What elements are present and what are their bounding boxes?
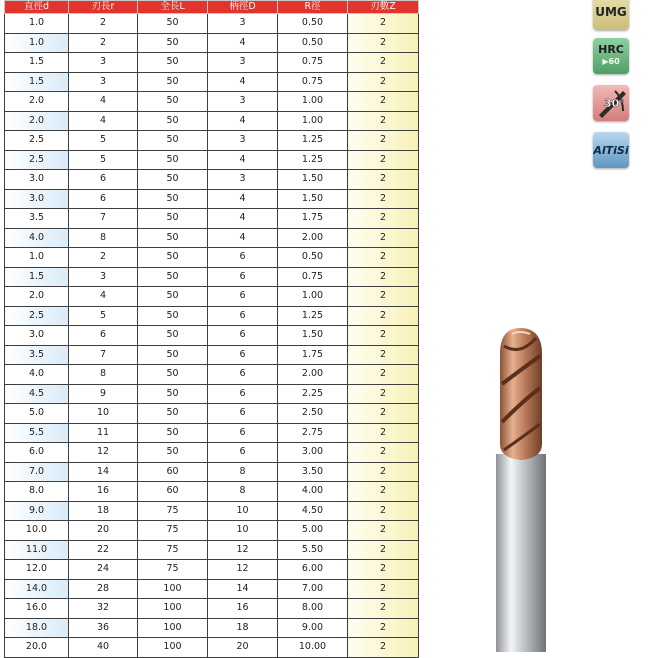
- cell-diameter: 11.0: [5, 540, 69, 560]
- cell-shank-diameter: 3: [208, 53, 278, 73]
- cell-diameter: 8.0: [5, 482, 69, 502]
- cell-diameter: 7.0: [5, 462, 69, 482]
- cell-flute-length: 5: [69, 150, 138, 170]
- cell-overall-length: 50: [138, 287, 208, 307]
- cell-overall-length: 100: [138, 599, 208, 619]
- cell-flute-length: 5: [69, 131, 138, 151]
- cell-flutes: 2: [348, 170, 419, 190]
- cell-radius: 3.50: [278, 462, 348, 482]
- table-row: [5, 72, 419, 92]
- cell-shank-diameter: 4: [208, 150, 278, 170]
- cell-shank-diameter: 20: [208, 638, 278, 658]
- table-row: [5, 599, 419, 619]
- cell-flutes: 2: [348, 111, 419, 131]
- cell-diameter: 5.0: [5, 404, 69, 424]
- umg-label: UMG: [595, 5, 627, 19]
- cell-diameter: 2.0: [5, 287, 69, 307]
- cell-shank-diameter: 6: [208, 306, 278, 326]
- cell-radius: 4.50: [278, 501, 348, 521]
- cell-flutes: 2: [348, 228, 419, 248]
- header-overall-length: 全長L: [138, 1, 208, 14]
- cell-flutes: 2: [348, 501, 419, 521]
- cell-flute-length: 24: [69, 560, 138, 580]
- cell-flute-length: 22: [69, 540, 138, 560]
- cell-diameter: 4.5: [5, 384, 69, 404]
- cell-shank-diameter: 4: [208, 209, 278, 229]
- table-row: [5, 482, 419, 502]
- table-row: [5, 150, 419, 170]
- cell-radius: 3.00: [278, 443, 348, 463]
- hrc-label: HRC: [598, 43, 624, 56]
- cell-flute-length: 12: [69, 443, 138, 463]
- cell-shank-diameter: 6: [208, 287, 278, 307]
- cell-overall-length: 100: [138, 638, 208, 658]
- cell-diameter: 18.0: [5, 618, 69, 638]
- cell-diameter: 2.0: [5, 92, 69, 112]
- cell-shank-diameter: 12: [208, 560, 278, 580]
- cell-shank-diameter: 6: [208, 404, 278, 424]
- cell-diameter: 2.0: [5, 111, 69, 131]
- cell-flute-length: 2: [69, 33, 138, 53]
- cell-shank-diameter: 6: [208, 326, 278, 346]
- cell-radius: 1.00: [278, 111, 348, 131]
- cell-flutes: 2: [348, 92, 419, 112]
- cell-radius: 1.00: [278, 287, 348, 307]
- cell-overall-length: 75: [138, 521, 208, 541]
- table-row: [5, 53, 419, 73]
- cell-overall-length: 50: [138, 326, 208, 346]
- cell-flute-length: 2: [69, 14, 138, 34]
- cell-overall-length: 60: [138, 462, 208, 482]
- table-row: [5, 384, 419, 404]
- cell-flutes: 2: [348, 287, 419, 307]
- cell-shank-diameter: 14: [208, 579, 278, 599]
- cell-flutes: 2: [348, 209, 419, 229]
- cell-flutes: 2: [348, 540, 419, 560]
- cell-flute-length: 3: [69, 72, 138, 92]
- cell-flute-length: 2: [69, 248, 138, 268]
- cell-flute-length: 3: [69, 53, 138, 73]
- cell-flute-length: 4: [69, 92, 138, 112]
- cell-flutes: 2: [348, 462, 419, 482]
- table-row: [5, 618, 419, 638]
- tool-shank: [496, 454, 546, 652]
- cell-radius: 2.75: [278, 423, 348, 443]
- cell-overall-length: 50: [138, 131, 208, 151]
- cell-diameter: 3.5: [5, 345, 69, 365]
- cell-flutes: 2: [348, 345, 419, 365]
- cell-overall-length: 50: [138, 443, 208, 463]
- cell-radius: 0.75: [278, 267, 348, 287]
- spec-table: [4, 0, 419, 658]
- cell-flute-length: 18: [69, 501, 138, 521]
- cell-overall-length: 100: [138, 579, 208, 599]
- table-row: [5, 443, 419, 463]
- cell-flutes: 2: [348, 521, 419, 541]
- cell-diameter: 4.0: [5, 365, 69, 385]
- cell-overall-length: 50: [138, 209, 208, 229]
- cell-radius: 5.00: [278, 521, 348, 541]
- cell-diameter: 20.0: [5, 638, 69, 658]
- cell-overall-length: 50: [138, 345, 208, 365]
- cell-radius: 0.50: [278, 248, 348, 268]
- cell-radius: 6.00: [278, 560, 348, 580]
- cell-flutes: 2: [348, 384, 419, 404]
- cell-shank-diameter: 10: [208, 501, 278, 521]
- table-row: [5, 404, 419, 424]
- cell-flutes: 2: [348, 404, 419, 424]
- table-row: [5, 267, 419, 287]
- cell-overall-length: 100: [138, 618, 208, 638]
- cell-flute-length: 7: [69, 209, 138, 229]
- cell-flutes: 2: [348, 53, 419, 73]
- cell-diameter: 1.5: [5, 53, 69, 73]
- cell-radius: 7.00: [278, 579, 348, 599]
- cell-diameter: 1.5: [5, 72, 69, 92]
- cell-flute-length: 36: [69, 618, 138, 638]
- cell-overall-length: 50: [138, 14, 208, 34]
- cell-overall-length: 50: [138, 228, 208, 248]
- cell-diameter: 2.5: [5, 131, 69, 151]
- cell-shank-diameter: 18: [208, 618, 278, 638]
- cell-flutes: 2: [348, 267, 419, 287]
- cell-flute-length: 6: [69, 170, 138, 190]
- cell-radius: 5.50: [278, 540, 348, 560]
- table-row: [5, 189, 419, 209]
- cell-overall-length: 50: [138, 423, 208, 443]
- cell-diameter: 6.0: [5, 443, 69, 463]
- cell-overall-length: 50: [138, 150, 208, 170]
- cell-radius: 0.75: [278, 72, 348, 92]
- cell-radius: 1.50: [278, 170, 348, 190]
- cell-radius: 8.00: [278, 599, 348, 619]
- cell-flute-length: 11: [69, 423, 138, 443]
- cell-radius: 2.00: [278, 228, 348, 248]
- cell-flute-length: 4: [69, 287, 138, 307]
- table-row: [5, 579, 419, 599]
- cell-flutes: 2: [348, 560, 419, 580]
- cell-overall-length: 50: [138, 365, 208, 385]
- cell-diameter: 10.0: [5, 521, 69, 541]
- cell-radius: 0.50: [278, 33, 348, 53]
- table-row: [5, 345, 419, 365]
- cell-overall-length: 50: [138, 170, 208, 190]
- cell-radius: 1.25: [278, 306, 348, 326]
- cell-overall-length: 50: [138, 248, 208, 268]
- cell-shank-diameter: 6: [208, 384, 278, 404]
- table-row: [5, 365, 419, 385]
- cell-flutes: 2: [348, 618, 419, 638]
- cell-shank-diameter: 3: [208, 170, 278, 190]
- cell-overall-length: 50: [138, 267, 208, 287]
- cell-overall-length: 50: [138, 33, 208, 53]
- helix-30-icon: [593, 85, 629, 121]
- cell-flute-length: 6: [69, 189, 138, 209]
- cell-radius: 1.75: [278, 209, 348, 229]
- cell-overall-length: 50: [138, 189, 208, 209]
- cell-shank-diameter: 6: [208, 267, 278, 287]
- cell-shank-diameter: 4: [208, 111, 278, 131]
- header-flutes: 刃數Z: [348, 1, 419, 14]
- umg-badge-icon: [593, 0, 629, 30]
- cell-flutes: 2: [348, 599, 419, 619]
- cell-radius: 1.75: [278, 345, 348, 365]
- header-shank-diameter: 柄徑D: [208, 1, 278, 14]
- table-row: [5, 560, 419, 580]
- hrc-badge-icon: [593, 38, 629, 74]
- cell-radius: 4.00: [278, 482, 348, 502]
- cell-flute-length: 5: [69, 306, 138, 326]
- cell-shank-diameter: 3: [208, 14, 278, 34]
- cell-radius: 2.00: [278, 365, 348, 385]
- header-radius: R徑: [278, 1, 348, 14]
- cell-flute-length: 9: [69, 384, 138, 404]
- cell-overall-length: 75: [138, 501, 208, 521]
- cell-radius: 1.00: [278, 92, 348, 112]
- cell-flutes: 2: [348, 579, 419, 599]
- cell-overall-length: 75: [138, 560, 208, 580]
- cell-shank-diameter: 16: [208, 599, 278, 619]
- cell-shank-diameter: 4: [208, 228, 278, 248]
- cell-overall-length: 75: [138, 540, 208, 560]
- cell-flutes: 2: [348, 423, 419, 443]
- ball-end-mill-image: [490, 326, 560, 652]
- table-row: [5, 501, 419, 521]
- cell-diameter: 1.0: [5, 248, 69, 268]
- cell-flutes: 2: [348, 248, 419, 268]
- cell-flute-length: 8: [69, 365, 138, 385]
- cell-diameter: 3.0: [5, 189, 69, 209]
- table-row: [5, 521, 419, 541]
- table-row: [5, 540, 419, 560]
- table-row: [5, 131, 419, 151]
- cell-flute-length: 28: [69, 579, 138, 599]
- cell-flute-length: 40: [69, 638, 138, 658]
- cell-shank-diameter: 12: [208, 540, 278, 560]
- cell-flute-length: 8: [69, 228, 138, 248]
- cell-shank-diameter: 6: [208, 248, 278, 268]
- cell-flute-length: 16: [69, 482, 138, 502]
- cell-shank-diameter: 4: [208, 189, 278, 209]
- table-row: [5, 287, 419, 307]
- cell-overall-length: 50: [138, 404, 208, 424]
- cell-shank-diameter: 4: [208, 72, 278, 92]
- cell-flute-length: 14: [69, 462, 138, 482]
- cell-overall-length: 60: [138, 482, 208, 502]
- table-header-row: [5, 1, 419, 14]
- table-row: [5, 228, 419, 248]
- cell-flutes: 2: [348, 72, 419, 92]
- cell-radius: 10.00: [278, 638, 348, 658]
- cell-flutes: 2: [348, 150, 419, 170]
- header-flute-length: 刃長r: [69, 1, 138, 14]
- cell-flutes: 2: [348, 482, 419, 502]
- cell-flutes: 2: [348, 189, 419, 209]
- cell-flutes: 2: [348, 131, 419, 151]
- cell-overall-length: 50: [138, 384, 208, 404]
- cell-radius: 9.00: [278, 618, 348, 638]
- table-row: [5, 326, 419, 346]
- cell-flutes: 2: [348, 638, 419, 658]
- cell-shank-diameter: 3: [208, 92, 278, 112]
- cell-shank-diameter: 6: [208, 423, 278, 443]
- cell-radius: 1.25: [278, 131, 348, 151]
- cell-shank-diameter: 10: [208, 521, 278, 541]
- cell-flute-length: 20: [69, 521, 138, 541]
- cell-diameter: 9.0: [5, 501, 69, 521]
- cell-diameter: 2.5: [5, 150, 69, 170]
- cell-shank-diameter: 8: [208, 482, 278, 502]
- cell-shank-diameter: 8: [208, 462, 278, 482]
- cell-flute-length: 7: [69, 345, 138, 365]
- header-diameter: 直徑d: [5, 1, 69, 14]
- cell-radius: 0.75: [278, 53, 348, 73]
- cell-diameter: 4.0: [5, 228, 69, 248]
- cell-radius: 1.50: [278, 326, 348, 346]
- table-row: [5, 14, 419, 34]
- cell-overall-length: 50: [138, 53, 208, 73]
- table-row: [5, 462, 419, 482]
- cell-diameter: 14.0: [5, 579, 69, 599]
- altisi-coating-icon: [593, 132, 629, 168]
- cell-diameter: 3.0: [5, 326, 69, 346]
- table-row: [5, 209, 419, 229]
- table-row: [5, 111, 419, 131]
- cell-flutes: 2: [348, 14, 419, 34]
- cell-diameter: 1.0: [5, 14, 69, 34]
- cell-shank-diameter: 4: [208, 33, 278, 53]
- cell-diameter: 12.0: [5, 560, 69, 580]
- cell-diameter: 2.5: [5, 306, 69, 326]
- cell-radius: 2.25: [278, 384, 348, 404]
- coating-label: AlTiSi: [593, 143, 629, 157]
- table-row: [5, 306, 419, 326]
- cell-diameter: 3.5: [5, 209, 69, 229]
- cell-radius: 1.50: [278, 189, 348, 209]
- table-row: [5, 170, 419, 190]
- cell-flute-length: 3: [69, 267, 138, 287]
- table-row: [5, 423, 419, 443]
- cell-flutes: 2: [348, 365, 419, 385]
- cell-shank-diameter: 3: [208, 131, 278, 151]
- cell-diameter: 3.0: [5, 170, 69, 190]
- hrc-sub-label: ▶60: [602, 57, 620, 66]
- cell-radius: 1.25: [278, 150, 348, 170]
- cell-shank-diameter: 6: [208, 443, 278, 463]
- cell-flutes: 2: [348, 306, 419, 326]
- table-row: [5, 638, 419, 658]
- table-row: [5, 248, 419, 268]
- cell-flutes: 2: [348, 33, 419, 53]
- cell-overall-length: 50: [138, 72, 208, 92]
- cell-diameter: 16.0: [5, 599, 69, 619]
- cell-diameter: 1.5: [5, 267, 69, 287]
- cell-overall-length: 50: [138, 92, 208, 112]
- helix-label: 30°: [604, 97, 625, 110]
- cell-shank-diameter: 6: [208, 365, 278, 385]
- cell-flute-length: 32: [69, 599, 138, 619]
- cell-radius: 0.50: [278, 14, 348, 34]
- cell-flute-length: 4: [69, 111, 138, 131]
- helix-graphic: [593, 85, 629, 121]
- cell-flute-length: 10: [69, 404, 138, 424]
- cell-flutes: 2: [348, 326, 419, 346]
- table-row: [5, 33, 419, 53]
- cell-overall-length: 50: [138, 111, 208, 131]
- cell-flute-length: 6: [69, 326, 138, 346]
- cell-diameter: 1.0: [5, 33, 69, 53]
- cell-radius: 2.50: [278, 404, 348, 424]
- table-body: [5, 14, 419, 658]
- cell-flutes: 2: [348, 443, 419, 463]
- table-row: [5, 92, 419, 112]
- cell-overall-length: 50: [138, 306, 208, 326]
- cell-diameter: 5.5: [5, 423, 69, 443]
- cell-shank-diameter: 6: [208, 345, 278, 365]
